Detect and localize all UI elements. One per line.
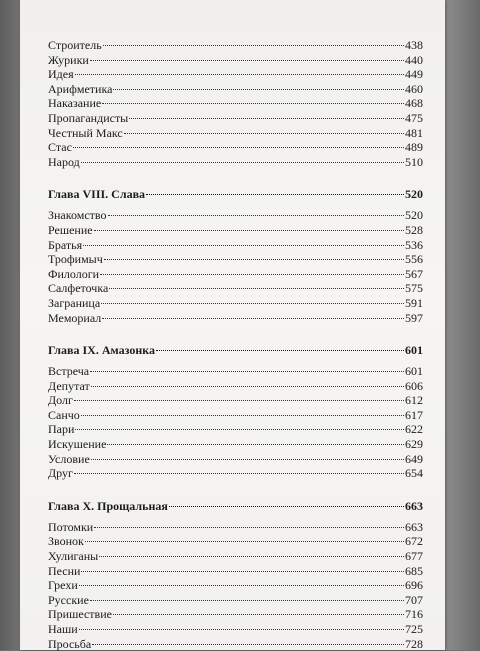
entry-title: Звонок <box>48 534 84 549</box>
toc-entry <box>48 296 423 311</box>
entry-page-number: 696 <box>405 578 423 593</box>
entry-page-number: 556 <box>405 252 423 267</box>
dot-leader <box>156 350 404 351</box>
dot-leader <box>102 103 404 104</box>
entry-title: Друг <box>48 466 73 481</box>
entry-page-number: 685 <box>405 563 423 578</box>
dot-leader <box>100 274 404 275</box>
entry-page-number: 629 <box>405 437 423 452</box>
chapter-page-number: 663 <box>405 498 423 513</box>
chapter-heading <box>48 187 423 202</box>
entry-page-number: 654 <box>405 466 423 481</box>
toc-entry <box>48 311 423 326</box>
entry-page-number: 617 <box>405 407 423 422</box>
dot-leader <box>75 429 404 430</box>
entry-title: Пришествие <box>48 607 112 622</box>
entry-page-number: 606 <box>405 378 423 393</box>
entry-page-number: 520 <box>405 208 423 223</box>
entry-page-number: 440 <box>405 52 423 67</box>
entry-page-number: 567 <box>405 266 423 281</box>
dot-leader <box>79 629 404 630</box>
toc-entry <box>48 38 423 53</box>
dot-leader <box>90 60 404 61</box>
entry-page-number: 601 <box>405 364 423 379</box>
dot-leader <box>109 288 404 289</box>
toc-entry <box>48 281 423 296</box>
toc-entry <box>48 393 423 408</box>
dot-leader <box>81 571 404 572</box>
entry-title: Народ <box>48 154 80 169</box>
dot-leader <box>90 600 404 601</box>
toc-entry <box>48 111 423 126</box>
entry-page-number: 663 <box>405 519 423 534</box>
dot-leader <box>113 614 404 615</box>
entry-title: Наказание <box>48 96 102 111</box>
entry-page-number: 575 <box>405 281 423 296</box>
entry-page-number: 528 <box>405 222 423 237</box>
entry-title: Мемориал <box>48 310 102 325</box>
toc-entry <box>48 379 423 394</box>
dot-leader <box>94 527 404 528</box>
toc-entry <box>48 578 423 593</box>
entry-page-number: 649 <box>405 451 423 466</box>
toc-entry <box>48 223 423 238</box>
entry-title: Трофимыч <box>48 252 103 267</box>
entry-title: Песни <box>48 563 81 578</box>
dot-leader <box>81 415 404 416</box>
entry-title: Хулиганы <box>48 549 99 564</box>
dot-leader <box>74 473 404 474</box>
entry-page-number: 438 <box>405 38 423 52</box>
toc-entry <box>48 155 423 170</box>
toc-entry <box>48 364 423 379</box>
entry-title: Потомки <box>48 519 94 534</box>
dot-leader <box>108 215 405 216</box>
entry-title: Салфеточка <box>48 281 109 296</box>
entry-page-number: 612 <box>405 393 423 408</box>
entry-title: Журики <box>48 52 89 67</box>
toc-entry <box>48 408 423 423</box>
toc-entry <box>48 53 423 68</box>
chapter-title: Глава IX. Амазонка <box>48 343 155 358</box>
toc-entry <box>48 637 423 651</box>
chapter-heading <box>48 343 423 358</box>
entry-title: Долг <box>48 393 73 408</box>
toc-entry <box>48 452 423 467</box>
toc-entry <box>48 252 423 267</box>
toc-entry <box>48 422 423 437</box>
book-page <box>20 0 445 650</box>
dot-leader <box>85 541 404 542</box>
entry-title: Знакомство <box>48 208 107 223</box>
entry-page-number: 489 <box>405 140 423 155</box>
entry-title: Встреча <box>48 364 90 379</box>
dot-leader <box>169 506 404 507</box>
dot-leader <box>99 556 404 557</box>
dot-leader <box>129 118 404 119</box>
entry-title: Братья <box>48 237 83 252</box>
toc-entry <box>48 67 423 82</box>
toc-entry <box>48 96 423 111</box>
table-of-contents <box>48 38 423 651</box>
dot-leader <box>90 371 404 372</box>
toc-entry <box>48 208 423 223</box>
dot-leader <box>113 89 404 90</box>
toc-entry <box>48 82 423 97</box>
toc-entry <box>48 466 423 481</box>
toc-entry <box>48 593 423 608</box>
entry-page-number: 725 <box>405 622 423 636</box>
dot-leader <box>74 400 404 401</box>
entry-title: Русские <box>48 592 89 607</box>
dot-leader <box>107 444 404 445</box>
entry-page-number: 591 <box>405 295 423 310</box>
dot-leader <box>73 147 404 148</box>
dot-leader <box>104 259 404 260</box>
entry-page-number: 481 <box>405 125 423 140</box>
entry-title: Санчо <box>48 407 80 422</box>
entry-title: Решение <box>48 222 93 237</box>
entry-title: Честный Макс <box>48 125 123 140</box>
entry-page-number: 468 <box>405 96 423 111</box>
entry-title: Депутат <box>48 378 90 393</box>
toc-entry <box>48 267 423 282</box>
entry-title: Арифметика <box>48 81 113 96</box>
toc-entry <box>48 564 423 579</box>
dot-leader <box>91 459 404 460</box>
entry-title: Условие <box>48 451 90 466</box>
entry-page-number: 597 <box>405 310 423 325</box>
entry-title: Пропагандисты <box>48 110 129 125</box>
dot-leader <box>81 162 404 163</box>
chapter-page-number: 601 <box>405 343 423 358</box>
chapter-page-number: 520 <box>405 187 423 202</box>
dot-leader <box>83 245 404 246</box>
entry-page-number: 728 <box>405 636 423 651</box>
toc-entry <box>48 622 423 637</box>
entry-page-number: 677 <box>405 549 423 564</box>
dot-leader <box>79 585 404 586</box>
entry-title: Стас <box>48 140 72 155</box>
entry-page-number: 707 <box>405 592 423 607</box>
toc-entry <box>48 534 423 549</box>
dot-leader <box>75 74 404 75</box>
entry-title: Пари <box>48 422 75 437</box>
entry-page-number: 449 <box>405 67 423 82</box>
entry-title: Филологи <box>48 266 100 281</box>
entry-title: Строитель <box>48 38 102 52</box>
entry-page-number: 460 <box>405 81 423 96</box>
dot-leader <box>101 303 404 304</box>
entry-page-number: 672 <box>405 534 423 549</box>
chapter-heading <box>48 499 423 514</box>
dot-leader <box>102 318 404 319</box>
toc-entry <box>48 126 423 141</box>
entry-title: Грехи <box>48 578 78 593</box>
toc-entry <box>48 520 423 535</box>
dot-leader <box>103 45 404 46</box>
entry-page-number: 510 <box>405 154 423 169</box>
toc-entry <box>48 549 423 564</box>
toc-entry <box>48 437 423 452</box>
dot-leader <box>91 386 404 387</box>
entry-title: Просьба <box>48 636 92 651</box>
entry-page-number: 622 <box>405 422 423 437</box>
dot-leader <box>94 230 404 231</box>
entry-page-number: 716 <box>405 607 423 622</box>
toc-entry <box>48 607 423 622</box>
entry-title: Наши <box>48 622 78 636</box>
toc-entry <box>48 140 423 155</box>
entry-page-number: 536 <box>405 237 423 252</box>
entry-title: Идея <box>48 67 74 82</box>
chapter-title: Глава VIII. Слава <box>48 187 146 202</box>
chapter-title: Глава X. Прощальная <box>48 498 168 513</box>
toc-entry <box>48 238 423 253</box>
dot-leader <box>124 133 404 134</box>
dot-leader <box>92 644 404 645</box>
entry-title: Заграница <box>48 295 101 310</box>
entry-title: Искушение <box>48 437 107 452</box>
entry-page-number: 475 <box>405 110 423 125</box>
dot-leader <box>146 194 404 195</box>
